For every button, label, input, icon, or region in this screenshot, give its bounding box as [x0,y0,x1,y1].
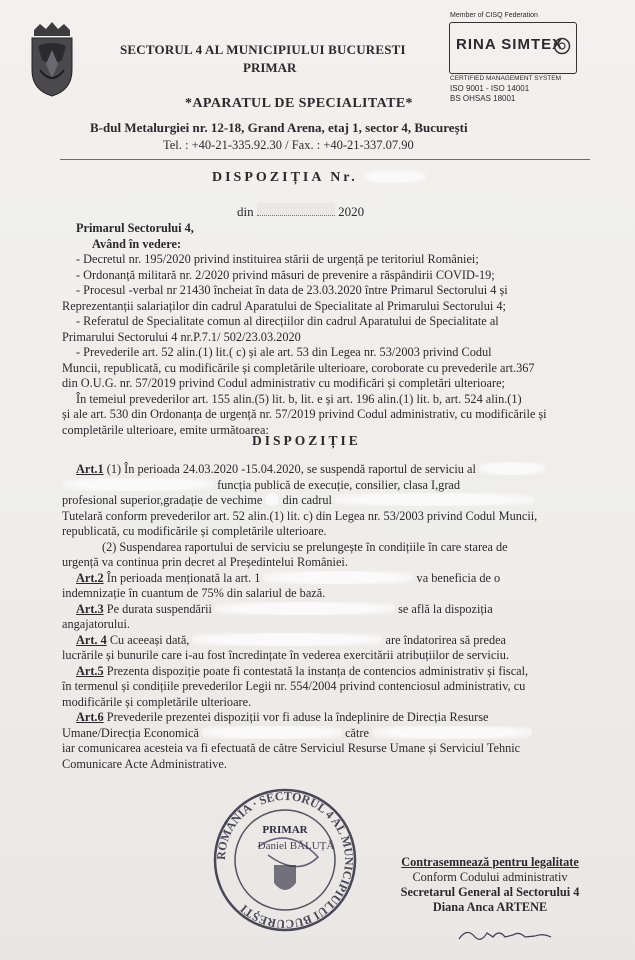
redacted-name [62,478,214,491]
disposition-title [212,170,426,186]
redacted-name [192,633,382,646]
redacted-name [263,571,413,584]
art3-text: se află la dispoziția [398,601,493,616]
stamp-crest-icon [274,865,296,890]
cert-mgmt-text: CERTIFIED MANAGEMENT SYSTEM [450,75,561,82]
redacted-department [202,726,342,739]
consideration-line: În temeiul prevederilor art. 155 alin.(5) lit. b, lit. e și art. 196 alin.(1) lit. b, art. 524 alin.(1) [76,391,522,406]
consideration-line: - Referatul de Specialitate comun al direcțiilor din cadrul Aparatului de Specialitate al [76,314,499,328]
date-blank [257,203,335,216]
institution-name: SECTORUL 4 AL MUNICIPIULUI BUCURESTI [120,42,406,57]
coat-of-arms-icon [28,20,76,98]
having-label: Având în vedere: [92,236,182,251]
mayor-label: Primarul Sectorului 4, [76,221,194,235]
disposition-heading: DISPOZIȚIE [252,433,361,448]
cert-seal-icon [553,37,571,55]
date-line [237,203,364,220]
art5-line: în termenul și condițiile prevederilor Legii nr. 554/2004 privind contenciosul administrativ, cu [62,679,526,693]
redacted-grade [265,493,279,506]
countersign-code: Conform Codului administrativ [412,870,568,884]
art6-label: Art.6 [76,710,104,724]
art6-line [62,710,588,726]
art6-text: Umane/Direcția Economică [62,725,199,740]
address-line: B-dul Metalurgiei nr. 12-18, Grand Arena, etaj 1, sector 4, București [90,120,468,135]
art6-line: iar comunicarea acesteia va fi efectuată de către Serviciul Resurse Umane și Serviciul Tehnic [62,741,521,755]
art1-line: republicată, cu modificările și completările ulterioare. [62,524,327,538]
art1-text: (1) În perioada 24.03.2020 -15.04.2020, se suspendă raportul de serviciu al [106,462,476,476]
countersign-block [380,855,600,915]
countersign-title: Secretarul General al Sectorului 4 [400,885,580,899]
art1-line [62,478,588,494]
articles-block [62,462,588,772]
consideration-line: completările ulterioare, emite următoarea: [62,422,269,437]
consideration-line: - Ordonanță militară nr. 2/2020 privind măsuri de prevenire a răspândirii COVID-19; [76,267,495,282]
stamp-mayor-name: Daniel BĂLUȚĂ [257,840,335,852]
art1-line: Tutelară conform prevederilor art. 52 alin.(1) lit. c) din Legea nr. 53/2003 privind Codul Muncii, [62,508,538,523]
disposition-title-text: DISPOZIȚIA Nr. [212,170,358,185]
art1-line: urgență va continua prin decret al Președintelui României. [62,555,348,569]
art1-line [62,493,588,509]
consideration-line: din O.U.G. nr. 57/2019 privind Codul administrativ cu modificări și completări ulterioare; [62,376,505,390]
art5-line [62,664,588,680]
countersign-name: Diana Anca ARTENE [432,900,548,914]
redacted-name [479,462,545,475]
consideration-line: Primarului Sectorului 4 nr.P.7.1/ 502/23.03.2020 [62,329,301,344]
art4-line [62,633,588,649]
official-stamp [198,785,373,935]
art2-line [62,571,588,587]
art2-line: indemnizație în cuantum de 75% din salariul de bază. [62,586,326,600]
art1-line: (2) Suspendarea raportului de serviciu se prelungește în condițiile în care starea de [102,539,508,554]
cert-iso-text: ISO 9001 - ISO 14001 [450,84,530,93]
consideration-line: - Decretul nr. 195/2020 privind instituirea stării de urgență pe teritoriul României; [76,252,479,266]
art4-line: lucrările și bunurile care i-au fost încredințate în vederea exercitării atribuțiilor de serviciu. [62,648,509,662]
art6-text: Prevederile prezentei dispoziții vor fi aduse la îndeplinire de Direcția Resurse [106,710,489,724]
art6-text: către [345,725,369,740]
art5-label: Art.5 [76,663,104,678]
art2-label: Art.2 [76,570,104,585]
stamp-ring-text: ROMÂNIA · SECTORUL 4 AL MUNICIPIULUI BUCUREȘTI [213,788,357,932]
art1-text: din cadrul [282,493,332,507]
stamp-inner-text: PRIMAR [262,824,308,836]
art1-text: profesional superior,gradație de vechime [62,493,263,507]
cert-bs-text: BS OHSAS 18001 [450,94,516,103]
art2-text: În perioada menționată la art. 1 [106,570,261,585]
art3-text: Pe durata suspendării [106,601,212,616]
apparatus-title: *APARATUL DE SPECIALITATE* [185,96,413,111]
countersign-label: Contrasemnează pentru legalitate [401,855,579,869]
art3-line: angajatorului. [62,617,130,631]
art4-text: are îndatorirea să predea [385,632,507,647]
consideration-line: Reprezentanții salariaților din cadrul Aparatului de Specialitate al Primarului Sectorului 4; [62,298,506,313]
consideration-line: - Procesul -verbal nr 21430 încheiat în data de 23.03.2020 între Primarul Sectorului 4 și [76,283,508,297]
redacted-name [372,726,532,739]
redacted-department [335,493,535,506]
art3-line [62,602,588,618]
institution-mayor: PRIMAR [243,60,297,75]
date-year: 2020 [338,204,365,219]
art5-text: Prezenta dispoziție poate fi contestată la instanța de contencios administrativ și fiscal, [106,663,529,678]
art2-text: va beneficia de o [416,570,501,585]
art1-text: funcția publică de execuție, consilier, clasa I,grad [217,477,461,492]
redacted-number [364,170,426,183]
consideration-line: și ale art. 530 din Ordonanța de urgență nr. 57/2019 privind Codul administrativ, cu modificările și [62,407,547,421]
redacted-name [215,602,395,615]
art1-label: Art.1 [76,462,104,476]
secretary-signature [455,923,555,945]
art3-label: Art.3 [76,601,104,616]
art1-line [62,462,588,478]
consideration-line: - Prevederile art. 52 alin.(1) lit.( c) și ale art. 53 din Legea nr. 53/2003 privind Codul [76,345,492,359]
considerations-block [62,221,588,438]
art5-line: modificările și completările ulterioare. [62,694,252,709]
date-din: din [237,204,254,219]
consideration-line: Muncii, republicată, cu modificările și completările ulterioare, coroborate cu prevederile art.367 [62,360,535,375]
art4-label: Art. 4 [76,632,107,647]
header-divider [60,159,590,160]
art6-line [62,726,588,742]
art6-line: Comunicare Acte Administrative. [62,756,227,771]
phone-line: Tel. : +40-21-335.92.30 / Fax. : +40-21-337.07.90 [163,138,414,152]
cert-logo: RINA SIMTEX [456,36,564,53]
cert-member-text: Member of CISQ Federation [450,12,538,19]
art4-text: Cu aceeași dată, [109,632,190,647]
